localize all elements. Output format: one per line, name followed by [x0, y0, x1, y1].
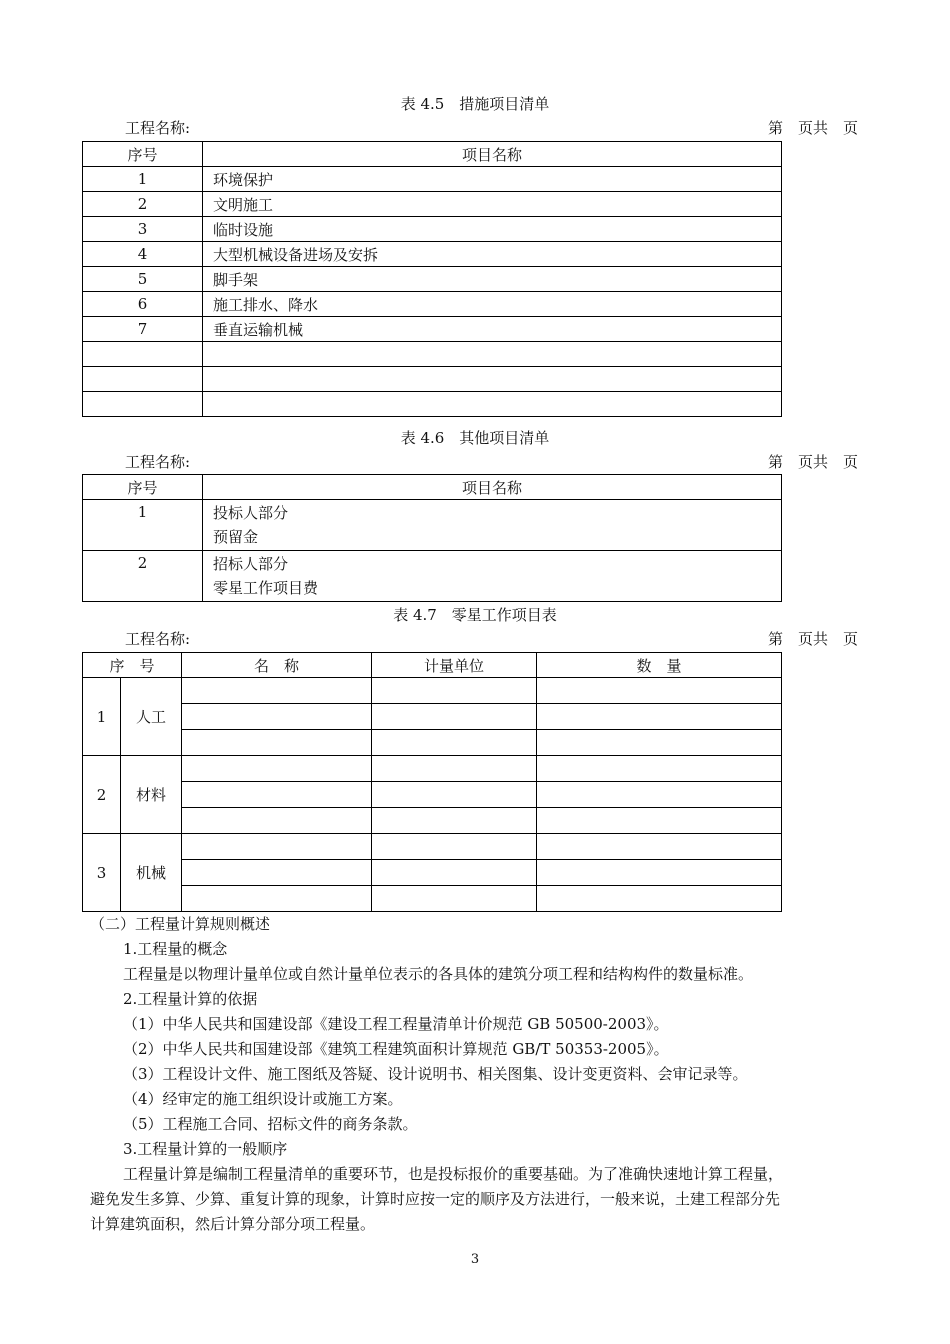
table-row: [83, 392, 782, 417]
cell-unit: [372, 782, 537, 808]
row-no: [83, 367, 203, 392]
row-name: [203, 367, 782, 392]
basis-item: （2）中华人民共和国建设部《建筑工程建筑面积计算规范 GB/T 50353-2005》。: [123, 1040, 669, 1058]
row-name: 大型机械设备进场及安拆: [203, 242, 782, 267]
row-line-2: 预留金: [213, 528, 259, 546]
page-number: 3: [470, 1252, 480, 1267]
row-name: [203, 392, 782, 417]
paragraph-3-line: 避免发生多算、少算、重复计算的现象，计算时应按一定的顺序及方法进行，一般来说，土建工程部分先: [90, 1190, 781, 1208]
paragraph-3-line: 计算建筑面积，然后计算分部分项工程量。: [90, 1215, 376, 1233]
project-name-label: 工程名称:: [125, 119, 191, 137]
cell-qty: [537, 704, 782, 730]
cell-qty: [537, 756, 782, 782]
table-row: [83, 860, 782, 886]
cell-unit: [372, 886, 537, 912]
row-no: 4: [83, 242, 203, 267]
row-no: 6: [83, 292, 203, 317]
cell-qty: [537, 886, 782, 912]
table-row: [83, 730, 782, 756]
header-name: 名 称: [182, 653, 372, 678]
row-no: 3: [83, 217, 203, 242]
cell-unit: [372, 834, 537, 860]
header-no: 序号: [83, 142, 203, 167]
table-4-6-caption: 表 4.6 其他项目清单: [400, 429, 550, 447]
section-heading: （二）工程量计算规则概述: [90, 915, 271, 933]
row-no: 1: [83, 500, 203, 551]
basis-item: （4）经审定的施工组织设计或施工方案。: [123, 1090, 403, 1108]
header-unit: 计量单位: [372, 653, 537, 678]
table-row: [83, 808, 782, 834]
cell-unit: [372, 678, 537, 704]
row-no: 7: [83, 317, 203, 342]
table-4-5: [82, 141, 782, 417]
cell-name: [182, 704, 372, 730]
cell-qty: [537, 678, 782, 704]
row-name: [203, 551, 782, 602]
cell-name: [182, 730, 372, 756]
row-name: 文明施工: [203, 192, 782, 217]
table-row: [83, 217, 782, 242]
cell-qty: [537, 860, 782, 886]
cell-name: [182, 756, 372, 782]
cell-qty: [537, 808, 782, 834]
table-row: [83, 756, 782, 782]
row-no: 5: [83, 267, 203, 292]
heading-2: 2.工程量计算的依据: [123, 990, 258, 1008]
cell-qty: [537, 834, 782, 860]
page-label: 第 页共 页: [767, 119, 858, 137]
cell-unit: [372, 860, 537, 886]
basis-item: （3）工程设计文件、施工图纸及答疑、设计说明书、相关图集、设计变更资料、会审记录等。: [123, 1065, 748, 1083]
group-no: 2: [83, 756, 121, 834]
basis-item: （5）工程施工合同、招标文件的商务条款。: [123, 1115, 418, 1133]
cell-unit: [372, 730, 537, 756]
cell-name: [182, 860, 372, 886]
header-no: 序号: [83, 475, 203, 500]
table-4-6: [82, 474, 782, 602]
table-row: [83, 317, 782, 342]
table-row: [83, 167, 782, 192]
row-name: 施工排水、降水: [203, 292, 782, 317]
header-name: 项目名称: [203, 475, 782, 500]
group-category: 人工: [121, 678, 182, 756]
header-name: 项目名称: [203, 142, 782, 167]
cell-name: [182, 808, 372, 834]
row-line-2: 零星工作项目费: [213, 579, 319, 597]
project-name-label: 工程名称:: [125, 453, 191, 471]
heading-1: 1.工程量的概念: [123, 940, 228, 958]
row-name: 环境保护: [203, 167, 782, 192]
table-row: [83, 704, 782, 730]
cell-unit: [372, 756, 537, 782]
row-no: 1: [83, 167, 203, 192]
row-name: 垂直运输机械: [203, 317, 782, 342]
row-name: 脚手架: [203, 267, 782, 292]
cell-unit: [372, 808, 537, 834]
row-line-1: 招标人部分: [213, 555, 289, 573]
page-label: 第 页共 页: [767, 453, 858, 471]
row-line-1: 投标人部分: [213, 504, 289, 522]
header-no: 序 号: [83, 653, 182, 678]
group-category: 材料: [121, 756, 182, 834]
cell-name: [182, 886, 372, 912]
table-row: [83, 782, 782, 808]
table-4-7-caption: 表 4.7 零星工作项目表: [393, 606, 557, 624]
basis-item: （1）中华人民共和国建设部《建设工程工程量清单计价规范 GB 50500-2003》。: [123, 1015, 669, 1033]
row-name: [203, 500, 782, 551]
table-row: [83, 834, 782, 860]
group-no: 1: [83, 678, 121, 756]
cell-name: [182, 678, 372, 704]
group-no: 3: [83, 834, 121, 912]
table-4-7: [82, 652, 782, 912]
row-no: [83, 392, 203, 417]
table-row: [83, 886, 782, 912]
table-row: [83, 292, 782, 317]
table-row: [83, 192, 782, 217]
row-no: 2: [83, 192, 203, 217]
cell-name: [182, 782, 372, 808]
header-qty: 数 量: [537, 653, 782, 678]
table-row: [83, 242, 782, 267]
table-row: [83, 267, 782, 292]
project-name-label: 工程名称:: [125, 630, 191, 648]
cell-unit: [372, 704, 537, 730]
paragraph-1: 工程量是以物理计量单位或自然计量单位表示的各具体的建筑分项工程和结构构件的数量标准。: [123, 965, 754, 983]
row-name: 临时设施: [203, 217, 782, 242]
table-4-5-caption: 表 4.5 措施项目清单: [400, 95, 550, 113]
cell-name: [182, 834, 372, 860]
table-row: [83, 500, 782, 551]
row-name: [203, 342, 782, 367]
table-row: [83, 367, 782, 392]
group-category: 机械: [121, 834, 182, 912]
table-row: [83, 551, 782, 602]
heading-3: 3.工程量计算的一般顺序: [123, 1140, 288, 1158]
row-no: [83, 342, 203, 367]
table-row: [83, 342, 782, 367]
cell-qty: [537, 730, 782, 756]
page-label: 第 页共 页: [767, 630, 858, 648]
row-no: 2: [83, 551, 203, 602]
cell-qty: [537, 782, 782, 808]
table-row: [83, 678, 782, 704]
paragraph-3-line: 工程量计算是编制工程量清单的重要环节，也是投标报价的重要基础。为了准确快速地计算工程量，: [123, 1165, 784, 1183]
